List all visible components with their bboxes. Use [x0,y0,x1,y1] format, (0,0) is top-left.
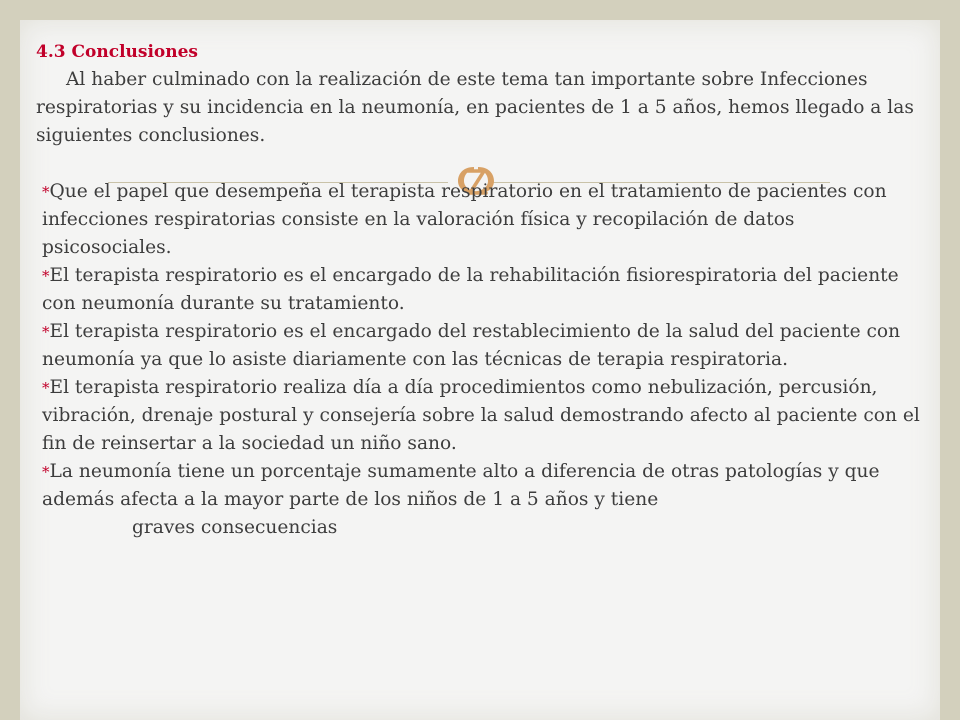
bullet-star: * [42,379,50,397]
bullet-star: * [42,463,50,481]
conclusion-text: El terapista respiratorio es el encargado del restablecimiento de la salud del paciente con neumonía ya que lo asiste diariamente con las técnicas de terapia respiratoria. [42,321,901,370]
conclusion-text: La neumonía tiene un porcentaje sumamente alto a diferencia de otras patologías y que además afecta a la mayor parte de los niños de 1 a 5 años y tiene [42,461,880,510]
conclusion-tail: graves consecuencias [132,517,338,538]
bullet-star: * [42,267,50,285]
intro-paragraph: Al haber culminado con la realización de este tema tan importante sobre Infecciones respiratorias y su incidencia en la neumonía, en pacientes de 1 a 5 años, hemos llegado a las siguientes conclusiones. [36,69,914,146]
slide-body [36,38,926,542]
section-heading: 4.3 Conclusiones [36,42,199,62]
conclusion-item-2 [36,262,926,318]
conclusion-text: El terapista respiratorio realiza día a día procedimientos como nebulización, percusión, vibración, drenaje postural y consejería sobre la salud demostrando afecto al paciente con el fin de reinsertar a la sociedad un niño sano. [42,377,920,454]
conclusion-item-5 [36,458,926,514]
conclusion-text: Que el papel que desempeña el terapista respiratorio en el tratamiento de pacientes con infecciones respiratorias consiste en la valoración física y recopilación de datos psicosociales. [42,181,887,258]
conclusion-item-3 [36,318,926,374]
bullet-star: * [42,323,50,341]
slide [20,20,940,720]
bullet-star: * [42,183,50,201]
conclusion-text: El terapista respiratorio es el encargado de la rehabilitación fisiorespiratoria del paciente con neumonía durante su tratamiento. [42,265,899,314]
conclusion-item-1 [36,178,926,262]
spacer [36,150,926,178]
conclusion-item-4 [36,374,926,458]
